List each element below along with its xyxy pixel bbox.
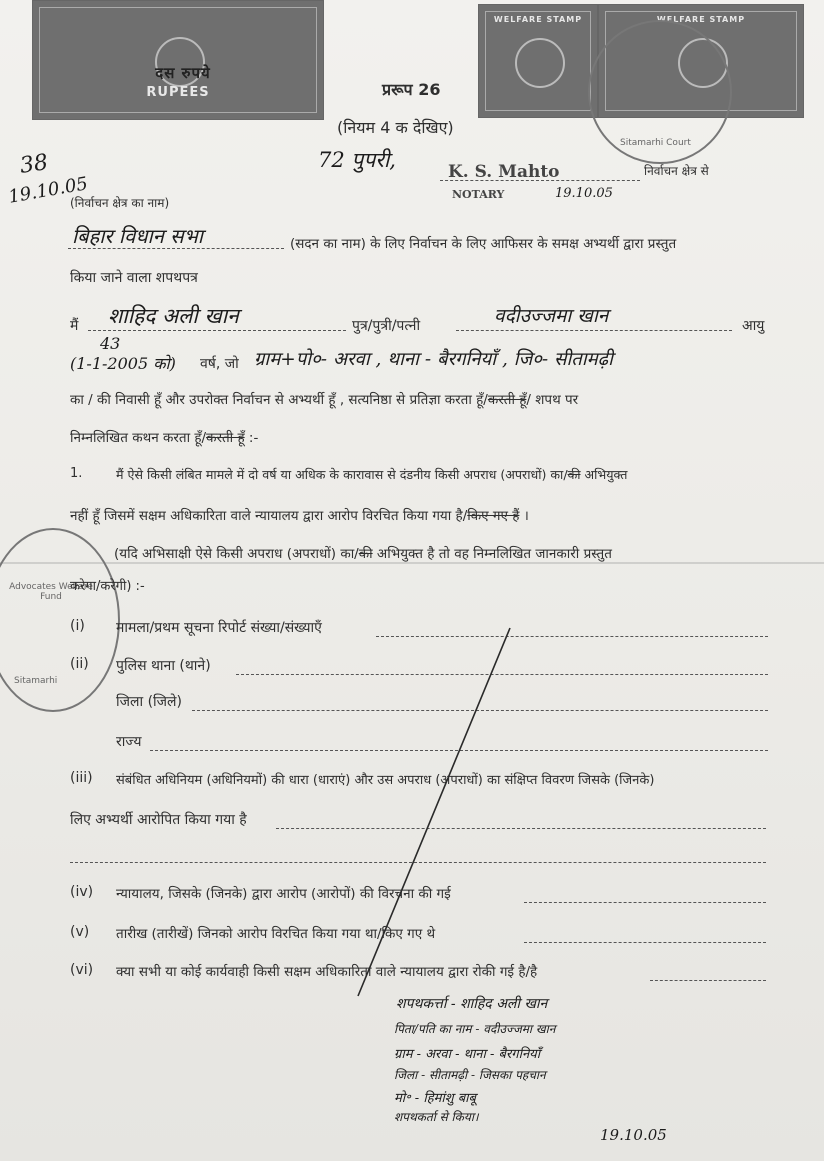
field-iv-num: (iv) [70, 884, 94, 900]
notary-date: 19.10.05 [555, 186, 613, 201]
field-ii-num: (ii) [70, 656, 89, 672]
field-iv-label: न्यायालय, जिसके (जिनके) द्वारा आरोप (आरोपों) की विरचना की गई [116, 886, 451, 902]
affidavit-line: किया जाने वाला शपथपत्र [70, 270, 198, 286]
item1-line2-strike: किए गए हैं [467, 508, 520, 524]
item1-tail: अभियुक्त [584, 467, 628, 482]
cond-text: (यदि अभिसाक्षी ऐसे किसी अपराध (अपराधों) का/ [114, 546, 359, 562]
field-vi-label: क्या सभी या कोई कार्यवाही किसी सक्षम अधिकारिता वाले न्यायालय द्वारा रोकी गई है/है [116, 964, 538, 980]
item1-line2-text: नहीं हूँ जिसमें सक्षम अधिकारिता वाले न्यायालय द्वारा आरोप विरचित किया गया है/ [70, 508, 468, 524]
resident-text: का / की निवासी हूँ और उपरोक्त निर्वाचन से अभ्यर्थी हूँ , सत्यनिष्ठा से प्रतिज्ञा करता हूँ/ [70, 392, 488, 408]
years-label: वर्ष, जो [200, 356, 239, 372]
stamp-left-caption: RUPEES [146, 85, 210, 100]
seal-left-place: Sitamarhi [14, 676, 58, 686]
field-i-label: मामला/प्रथम सूचना रिपोर्ट संख्या/संख्याएँ [116, 620, 322, 636]
cond-tail: अभियुक्त है तो वह निम्नलिखित जानकारी प्रस्तुत [376, 546, 612, 562]
notary-title: NOTARY [452, 188, 505, 201]
seal-left-text: Advocates Welfare Fund [9, 582, 93, 602]
field-vi-num: (vi) [70, 962, 94, 978]
welfare-stamp-2-caption: WELFARE STAMP [656, 15, 746, 24]
house-name: बिहार विधान सभा [72, 224, 203, 248]
margin-date: 19.10.05 [6, 173, 90, 208]
relation-label: पुत्र/पुत्री/पत्नी [352, 318, 421, 334]
field-iii-num: (iii) [70, 770, 93, 786]
footer-line-1: शपथकर्त्ता - शाहिद अली खान [396, 996, 548, 1012]
constituency-number: 72 पुपरी, [318, 148, 396, 172]
field-iii-label: संबंधित अधिनियम (अधिनियमों) की धारा (धाराएं) और उस अपराध (अपराधों) का संक्षिप्त विवरण जिसके (जिनके) [116, 773, 655, 788]
cond-line2: करेगा/करेगी) :- [70, 579, 145, 594]
item1-strike: की [567, 467, 581, 482]
seal-right-text: Sitamarhi Court [620, 138, 691, 148]
resident-tail: / शपथ पर [526, 392, 579, 408]
house-suffix: (सदन का नाम) के लिए निर्वाचन के लिए आफिसर के समक्ष अभ्यर्थी द्वारा प्रस्तुत [290, 236, 677, 252]
resident-strike: करती हूँ [487, 392, 527, 408]
age-date: (1-1-2005 को) [70, 354, 176, 373]
field-iii-line2: लिए अभ्यर्थी आरोपित किया गया है [70, 812, 247, 828]
statement-tail: :- [248, 430, 259, 446]
cond-strike: की [358, 546, 373, 562]
parent-name: वदीउज्जमा खान [494, 305, 609, 327]
field-ii-label: पुलिस थाना (थाने) [116, 658, 211, 674]
field-district-label: जिला (जिले) [116, 694, 183, 710]
footer-line-2: पिता/पति का नाम - वदीउज्जमा खान [394, 1022, 556, 1036]
address: ग्राम+पो०- अरवा , थाना - बैरगनियाँ , जि०- सीतामढ़ी [254, 349, 613, 370]
field-i-num: (i) [70, 618, 85, 634]
footer-sign-date: 19.10.05 [600, 1126, 667, 1144]
statement-strike: करती हूँ [206, 430, 245, 446]
statement-text: निम्नलिखित कथन करता हूँ/ [70, 430, 207, 446]
welfare-stamp-1-caption: WELFARE STAMP [493, 15, 583, 24]
item1-text: मैं ऐसे किसी लंबित मामले में दो वर्ष या अधिक के कारावास से दंडनीय किसी अपराध (अपराधों) का/ [116, 467, 568, 482]
margin-number: 38 [18, 150, 50, 179]
form-title: प्ररूप 26 [382, 80, 441, 99]
candidate-name: शाहिद अली खान [108, 304, 239, 328]
footer-line-6: शपथकर्ता से किया। [394, 1110, 479, 1124]
constituency-suffix: निर्वाचन क्षेत्र से [644, 164, 709, 178]
item1-line2-end: । [523, 508, 529, 524]
rule-reference: (नियम 4 क देखिए) [337, 118, 454, 137]
age-label: आयु [742, 318, 765, 334]
footer-line-5: मो॰ - हिमांशु बाबू [394, 1091, 476, 1106]
stamp-left-hindi: दस रुपये [155, 64, 211, 82]
main-prefix: मैं [70, 318, 79, 334]
field-state-label: राज्य [116, 734, 142, 750]
field-v-label: तारीख (तारीखें) जिनको आरोप विरचित किया गया था/किए गए थे [116, 926, 436, 942]
item1-num: 1. [70, 466, 83, 481]
notary-name: K. S. Mahto [448, 162, 560, 182]
constituency-label: (निर्वाचन क्षेत्र का नाम) [70, 196, 170, 210]
field-v-num: (v) [70, 924, 90, 940]
footer-line-4: जिला - सीतामढ़ी - जिसका पहचान [394, 1068, 546, 1082]
age-value: 43 [100, 334, 121, 353]
footer-line-3: ग्राम - अरवा - थाना - बैरगनियाँ [394, 1047, 541, 1062]
